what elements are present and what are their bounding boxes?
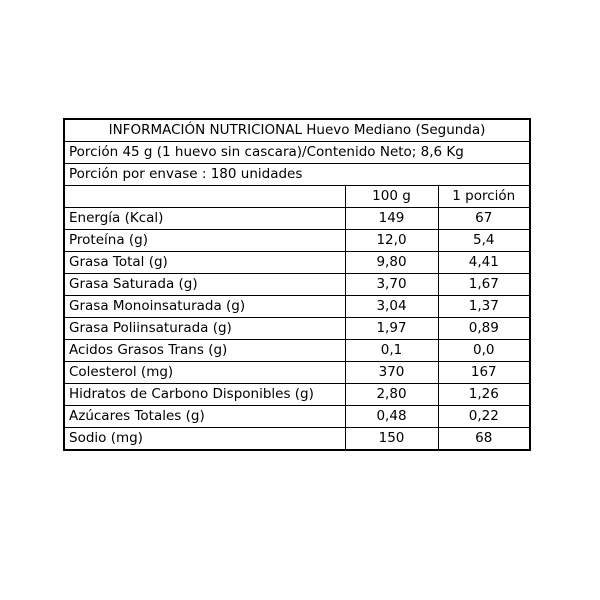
nutrient-label: Hidratos de Carbono Disponibles (g) xyxy=(65,384,345,406)
nutrition-facts-table xyxy=(63,118,531,451)
value-per-100g: 150 xyxy=(345,428,438,450)
nutrient-label: Grasa Saturada (g) xyxy=(65,274,345,296)
value-per-serving: 1,37 xyxy=(438,296,529,318)
nutrient-label: Sodio (mg) xyxy=(65,428,345,450)
table-row xyxy=(65,384,529,406)
table-row xyxy=(65,252,529,274)
value-per-100g: 9,80 xyxy=(345,252,438,274)
table-row xyxy=(65,230,529,252)
value-per-serving: 0,22 xyxy=(438,406,529,428)
value-per-serving: 4,41 xyxy=(438,252,529,274)
serving-row xyxy=(65,142,529,164)
value-per-100g: 0,1 xyxy=(345,340,438,362)
value-per-100g: 3,70 xyxy=(345,274,438,296)
header-per-serving: 1 porción xyxy=(438,186,529,208)
value-per-serving: 67 xyxy=(438,208,529,230)
nutrient-label: Grasa Poliinsaturada (g) xyxy=(65,318,345,340)
nutrient-label: Grasa Monoinsaturada (g) xyxy=(65,296,345,318)
servings-per-container-row xyxy=(65,164,529,186)
value-per-100g: 2,80 xyxy=(345,384,438,406)
nutrient-label: Energía (Kcal) xyxy=(65,208,345,230)
value-per-serving: 1,26 xyxy=(438,384,529,406)
table-row xyxy=(65,208,529,230)
value-per-100g: 149 xyxy=(345,208,438,230)
title-row xyxy=(65,120,529,142)
value-per-100g: 3,04 xyxy=(345,296,438,318)
nutrient-label: Colesterol (mg) xyxy=(65,362,345,384)
value-per-serving: 5,4 xyxy=(438,230,529,252)
servings-per-container-text: Porción por envase : 180 unidades xyxy=(65,164,529,186)
nutrient-label: Azúcares Totales (g) xyxy=(65,406,345,428)
table-row xyxy=(65,428,529,450)
value-per-serving: 0,89 xyxy=(438,318,529,340)
header-blank xyxy=(65,186,345,208)
table-row xyxy=(65,340,529,362)
table-row xyxy=(65,318,529,340)
nutrient-label: Acidos Grasos Trans (g) xyxy=(65,340,345,362)
value-per-serving: 68 xyxy=(438,428,529,450)
nutrient-label: Proteína (g) xyxy=(65,230,345,252)
nutrition-table xyxy=(65,120,529,449)
nutrient-label: Grasa Total (g) xyxy=(65,252,345,274)
table-row xyxy=(65,406,529,428)
table-row xyxy=(65,362,529,384)
header-per-100g: 100 g xyxy=(345,186,438,208)
value-per-100g: 0,48 xyxy=(345,406,438,428)
column-header-row xyxy=(65,186,529,208)
table-row xyxy=(65,296,529,318)
value-per-serving: 0,0 xyxy=(438,340,529,362)
value-per-serving: 1,67 xyxy=(438,274,529,296)
table-row xyxy=(65,274,529,296)
serving-size-text: Porción 45 g (1 huevo sin cascara)/Contenido Neto; 8,6 Kg xyxy=(65,142,529,164)
value-per-serving: 167 xyxy=(438,362,529,384)
value-per-100g: 1,97 xyxy=(345,318,438,340)
value-per-100g: 370 xyxy=(345,362,438,384)
value-per-100g: 12,0 xyxy=(345,230,438,252)
table-title: INFORMACIÓN NUTRICIONAL Huevo Mediano (Segunda) xyxy=(65,120,529,142)
